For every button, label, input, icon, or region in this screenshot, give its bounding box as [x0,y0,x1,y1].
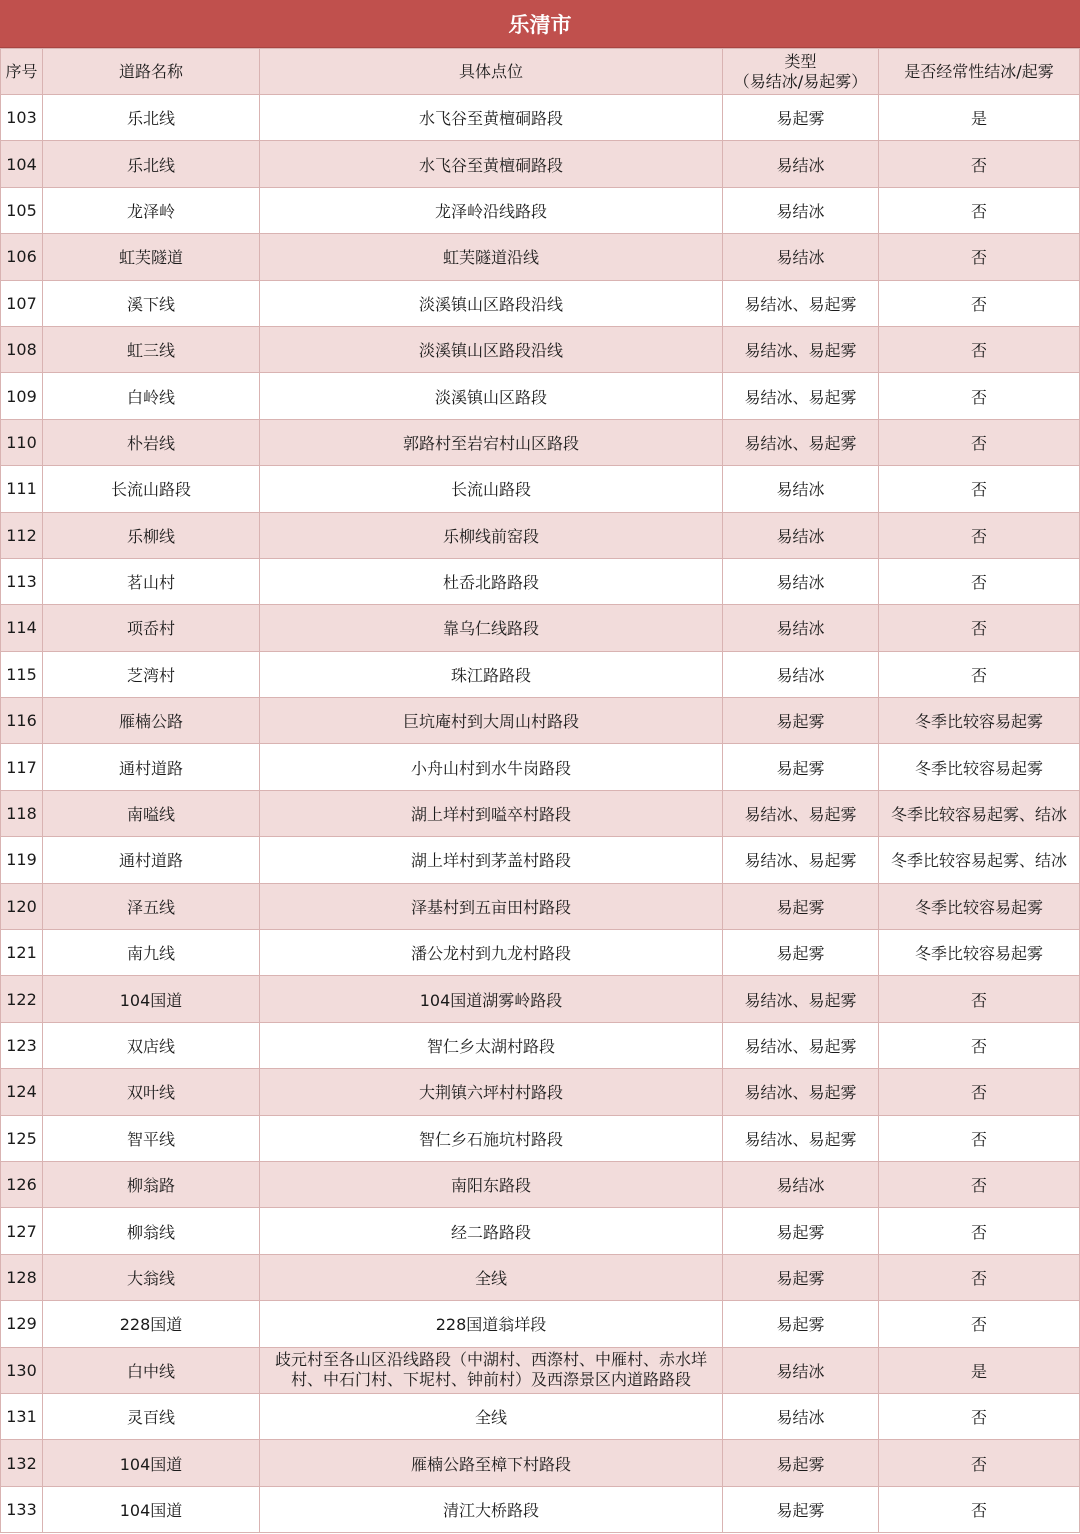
cell-location: 龙泽岭沿线路段 [260,187,723,233]
cell-road-name: 乐北线 [43,141,260,187]
cell-type: 易结冰 [723,187,879,233]
cell-frequent: 否 [879,1254,1080,1300]
table-row [1,790,1080,836]
cell-no: 117 [1,744,43,790]
cell-frequent: 否 [879,280,1080,326]
cell-no: 127 [1,1208,43,1254]
cell-type: 易结冰 [723,1347,879,1393]
road-hazard-table [0,48,1080,1533]
cell-no: 106 [1,234,43,280]
table-row [1,187,1080,233]
cell-no: 130 [1,1347,43,1393]
cell-location: 虹芙隧道沿线 [260,234,723,280]
table-row [1,1254,1080,1300]
cell-road-name: 104国道 [43,1440,260,1486]
cell-type: 易起雾 [723,930,879,976]
table-row [1,930,1080,976]
cell-location: 长流山路段 [260,466,723,512]
cell-no: 104 [1,141,43,187]
cell-road-name: 灵百线 [43,1393,260,1439]
table-row [1,373,1080,419]
cell-no: 109 [1,373,43,419]
cell-frequent: 否 [879,1115,1080,1161]
cell-frequent: 冬季比较容易起雾、结冰 [879,790,1080,836]
cell-type: 易结冰 [723,605,879,651]
cell-type: 易结冰、易起雾 [723,1115,879,1161]
cell-frequent: 冬季比较容易起雾 [879,883,1080,929]
cell-road-name: 长流山路段 [43,466,260,512]
cell-location: 湖上垟村到嗌卒村路段 [260,790,723,836]
cell-frequent: 否 [879,651,1080,697]
cell-type: 易起雾 [723,698,879,744]
cell-location: 全线 [260,1393,723,1439]
cell-location: 巨坑庵村到大周山村路段 [260,698,723,744]
header-row [1,49,1080,95]
cell-location: 珠江路路段 [260,651,723,697]
cell-road-name: 虹三线 [43,326,260,372]
cell-type: 易结冰、易起雾 [723,1022,879,1068]
cell-road-name: 白岭线 [43,373,260,419]
cell-no: 116 [1,698,43,744]
cell-frequent: 否 [879,1208,1080,1254]
cell-location: 湖上垟村到茅盖村路段 [260,837,723,883]
cell-type: 易起雾 [723,1440,879,1486]
table-row [1,837,1080,883]
cell-type: 易结冰、易起雾 [723,373,879,419]
cell-location: 乐柳线前窑段 [260,512,723,558]
header-type-line1: 类型 [784,51,817,71]
cell-no: 113 [1,558,43,604]
table-row [1,1208,1080,1254]
cell-frequent: 否 [879,141,1080,187]
table-row [1,326,1080,372]
table-row [1,698,1080,744]
cell-road-name: 柳翁路 [43,1161,260,1207]
cell-location: 水飞谷至黄檀硐路段 [260,95,723,141]
cell-no: 118 [1,790,43,836]
cell-frequent: 否 [879,326,1080,372]
cell-type: 易起雾 [723,95,879,141]
cell-type: 易起雾 [723,883,879,929]
cell-no: 132 [1,1440,43,1486]
cell-road-name: 智平线 [43,1115,260,1161]
cell-no: 111 [1,466,43,512]
table-row [1,651,1080,697]
cell-type: 易结冰、易起雾 [723,1069,879,1115]
cell-type: 易结冰、易起雾 [723,419,879,465]
cell-location: 水飞谷至黄檀硐路段 [260,141,723,187]
table-row [1,558,1080,604]
cell-road-name: 溪下线 [43,280,260,326]
table-row [1,280,1080,326]
table-row [1,234,1080,280]
cell-road-name: 乐柳线 [43,512,260,558]
cell-no: 108 [1,326,43,372]
cell-no: 107 [1,280,43,326]
cell-road-name: 泽五线 [43,883,260,929]
cell-frequent: 否 [879,1486,1080,1532]
cell-road-name: 大翁线 [43,1254,260,1300]
cell-type: 易结冰 [723,512,879,558]
cell-location: 104国道湖雾岭路段 [260,976,723,1022]
header-location: 具体点位 [260,49,723,95]
table-row [1,512,1080,558]
cell-road-name: 南九线 [43,930,260,976]
cell-location: 南阳东路段 [260,1161,723,1207]
cell-type: 易结冰、易起雾 [723,790,879,836]
cell-location: 小舟山村到水牛岗路段 [260,744,723,790]
table-row [1,1069,1080,1115]
table-row [1,1022,1080,1068]
cell-road-name: 柳翁线 [43,1208,260,1254]
cell-frequent: 否 [879,466,1080,512]
cell-road-name: 项岙村 [43,605,260,651]
cell-road-name: 芝湾村 [43,651,260,697]
cell-frequent: 冬季比较容易起雾 [879,930,1080,976]
cell-type: 易起雾 [723,1254,879,1300]
cell-location: 泽基村到五亩田村路段 [260,883,723,929]
header-type-line2: （易结冰/易起雾） [733,71,868,91]
cell-frequent: 冬季比较容易起雾、结冰 [879,837,1080,883]
cell-type: 易结冰 [723,651,879,697]
cell-location: 淡溪镇山区路段沿线 [260,280,723,326]
cell-road-name: 朴岩线 [43,419,260,465]
header-road-name: 道路名称 [43,49,260,95]
cell-frequent: 否 [879,605,1080,651]
cell-frequent: 否 [879,187,1080,233]
cell-no: 119 [1,837,43,883]
table-row [1,1393,1080,1439]
cell-frequent: 否 [879,419,1080,465]
table-row [1,883,1080,929]
table-row [1,1347,1080,1393]
cell-road-name: 虹芙隧道 [43,234,260,280]
table-row [1,1115,1080,1161]
cell-no: 125 [1,1115,43,1161]
cell-no: 120 [1,883,43,929]
cell-road-name: 双店线 [43,1022,260,1068]
table-row [1,1301,1080,1347]
cell-location: 靠乌仁线路段 [260,605,723,651]
cell-location: 雁楠公路至樟下村路段 [260,1440,723,1486]
cell-no: 129 [1,1301,43,1347]
table-title: 乐清市 [0,0,1080,48]
cell-location: 智仁乡太湖村路段 [260,1022,723,1068]
cell-no: 131 [1,1393,43,1439]
cell-frequent: 否 [879,1161,1080,1207]
cell-location: 淡溪镇山区路段 [260,373,723,419]
cell-road-name: 龙泽岭 [43,187,260,233]
cell-frequent: 否 [879,1301,1080,1347]
table-row [1,1486,1080,1532]
cell-type: 易结冰 [723,1161,879,1207]
cell-location: 清江大桥路段 [260,1486,723,1532]
cell-frequent: 否 [879,1022,1080,1068]
cell-type: 易结冰 [723,558,879,604]
cell-location: 潘公龙村到九龙村路段 [260,930,723,976]
cell-type: 易结冰、易起雾 [723,976,879,1022]
cell-location: 经二路路段 [260,1208,723,1254]
cell-road-name: 双叶线 [43,1069,260,1115]
table-row [1,466,1080,512]
header-type [723,49,879,95]
cell-road-name: 茗山村 [43,558,260,604]
cell-type: 易起雾 [723,1301,879,1347]
cell-frequent: 否 [879,512,1080,558]
table-row [1,419,1080,465]
cell-no: 110 [1,419,43,465]
table-row [1,605,1080,651]
table-row [1,744,1080,790]
cell-type: 易起雾 [723,1486,879,1532]
cell-location: 淡溪镇山区路段沿线 [260,326,723,372]
cell-no: 124 [1,1069,43,1115]
cell-road-name: 通村道路 [43,837,260,883]
cell-frequent: 否 [879,1069,1080,1115]
table-row [1,1440,1080,1486]
cell-type: 易结冰 [723,141,879,187]
cell-no: 103 [1,95,43,141]
cell-no: 105 [1,187,43,233]
cell-frequent: 是 [879,95,1080,141]
cell-no: 126 [1,1161,43,1207]
cell-no: 112 [1,512,43,558]
table-row [1,141,1080,187]
cell-road-name: 雁楠公路 [43,698,260,744]
cell-frequent: 冬季比较容易起雾 [879,698,1080,744]
cell-frequent: 否 [879,234,1080,280]
cell-type: 易结冰、易起雾 [723,326,879,372]
cell-type: 易结冰、易起雾 [723,837,879,883]
header-frequent: 是否经常性结冰/起雾 [879,49,1080,95]
cell-type: 易结冰 [723,466,879,512]
table-row [1,1161,1080,1207]
cell-type: 易结冰 [723,234,879,280]
cell-location: 杜岙北路路段 [260,558,723,604]
cell-no: 128 [1,1254,43,1300]
cell-no: 121 [1,930,43,976]
table-row [1,976,1080,1022]
table-row [1,95,1080,141]
cell-type: 易结冰 [723,1393,879,1439]
cell-no: 122 [1,976,43,1022]
cell-frequent: 否 [879,1440,1080,1486]
cell-frequent: 否 [879,558,1080,604]
cell-location: 228国道翁垟段 [260,1301,723,1347]
cell-road-name: 104国道 [43,976,260,1022]
cell-road-name: 白中线 [43,1347,260,1393]
cell-no: 115 [1,651,43,697]
cell-location: 郭路村至岩宕村山区路段 [260,419,723,465]
cell-no: 133 [1,1486,43,1532]
header-no: 序号 [1,49,43,95]
cell-type: 易起雾 [723,1208,879,1254]
cell-road-name: 南嗌线 [43,790,260,836]
cell-no: 114 [1,605,43,651]
cell-location: 歧元村至各山区沿线路段（中湖村、西漈村、中雁村、赤水垟村、中石门村、下坭村、钟前村）及西漈景区内道路路段 [260,1347,723,1393]
cell-road-name: 通村道路 [43,744,260,790]
cell-frequent: 是 [879,1347,1080,1393]
cell-location: 全线 [260,1254,723,1300]
cell-location: 智仁乡石施坑村路段 [260,1115,723,1161]
cell-frequent: 否 [879,1393,1080,1439]
cell-type: 易结冰、易起雾 [723,280,879,326]
cell-road-name: 228国道 [43,1301,260,1347]
cell-road-name: 乐北线 [43,95,260,141]
cell-frequent: 否 [879,373,1080,419]
cell-type: 易起雾 [723,744,879,790]
cell-road-name: 104国道 [43,1486,260,1532]
cell-no: 123 [1,1022,43,1068]
cell-frequent: 冬季比较容易起雾 [879,744,1080,790]
cell-frequent: 否 [879,976,1080,1022]
cell-location: 大荆镇六坪村村路段 [260,1069,723,1115]
